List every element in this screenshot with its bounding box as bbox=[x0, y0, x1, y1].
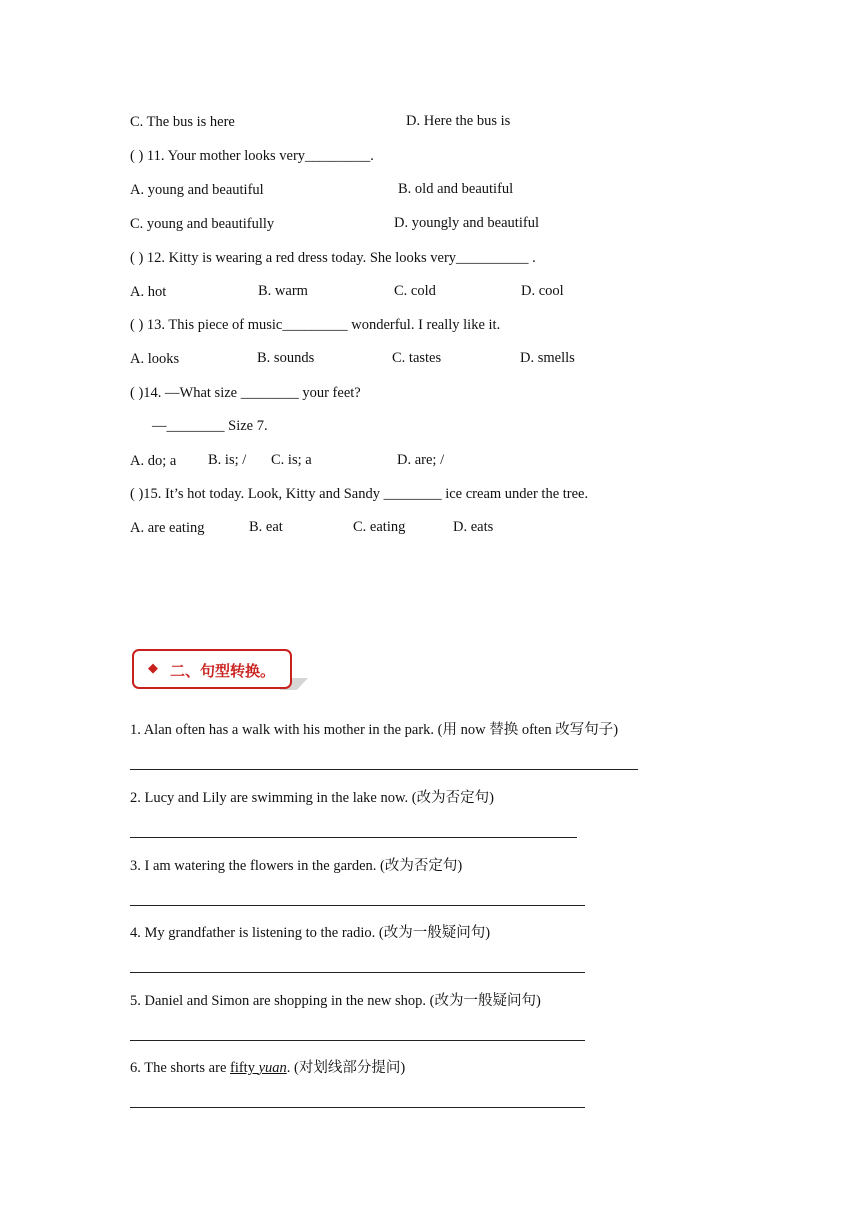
answer-line-2 bbox=[130, 837, 577, 838]
q15-stem: ( )15. It’s hot today. Look, Kitty and Sandy ________ ice cream under the tree. bbox=[130, 486, 589, 502]
q14-option-d: D. are; / bbox=[397, 452, 445, 468]
q14-option-b: B. is; / bbox=[208, 452, 247, 468]
transform-6-prefix: 6. The shorts are bbox=[130, 1060, 230, 1076]
underlined-amount: fifty bbox=[230, 1060, 259, 1076]
q12-option-c: C. cold bbox=[394, 283, 436, 299]
diamond-icon: ◆ bbox=[148, 661, 158, 676]
q11-option-d: D. youngly and beautiful bbox=[394, 215, 539, 231]
answer-line-5 bbox=[130, 1040, 585, 1041]
q13-option-c: C. tastes bbox=[392, 350, 442, 366]
answer-line-3 bbox=[130, 905, 585, 906]
q10-option-d: D. Here the bus is bbox=[406, 113, 511, 129]
transform-item-4: 4. My grandfather is listening to the radio. (改为一般疑问句) bbox=[130, 925, 491, 941]
q13-stem: ( ) 13. This piece of music_________ wonderful. I really like it. bbox=[130, 317, 501, 333]
q13-option-d: D. smells bbox=[520, 350, 575, 366]
q15-option-c: C. eating bbox=[353, 519, 406, 535]
q14-stem: ( )14. —What size ________ your feet? bbox=[130, 385, 361, 401]
transform-item-2: 2. Lucy and Lily are swimming in the lake now. (改为否定句) bbox=[130, 790, 494, 806]
answer-line-4 bbox=[130, 972, 585, 973]
section-title: 二、句型转换。 bbox=[170, 662, 276, 680]
q12-option-a: A. hot bbox=[130, 284, 167, 300]
transform-item-5: 5. Daniel and Simon are shopping in the new shop. (改为一般疑问句) bbox=[130, 993, 541, 1009]
q15-option-a: A. are eating bbox=[130, 520, 205, 536]
q11-option-b: B. old and beautiful bbox=[398, 181, 514, 197]
q13-option-b: B. sounds bbox=[257, 350, 315, 366]
section-header bbox=[132, 649, 292, 689]
q11-option-c: C. young and beautifully bbox=[130, 216, 275, 232]
transform-item-3: 3. I am watering the flowers in the garden. (改为否定句) bbox=[130, 858, 463, 874]
q14-option-a: A. do; a bbox=[130, 453, 177, 469]
transform-item-6 bbox=[130, 1059, 405, 1077]
q14-reply: —________ Size 7. bbox=[152, 418, 268, 434]
answer-line-6 bbox=[130, 1107, 585, 1108]
q15-option-d: D. eats bbox=[453, 519, 494, 535]
transform-6-suffix: . (对划线部分提问) bbox=[286, 1060, 406, 1076]
q15-option-b: B. eat bbox=[249, 519, 283, 535]
q13-option-a: A. looks bbox=[130, 351, 180, 367]
q12-option-b: B. warm bbox=[258, 283, 308, 299]
q11-option-a: A. young and beautiful bbox=[130, 182, 264, 198]
q14-option-c: C. is; a bbox=[271, 452, 312, 468]
q12-option-d: D. cool bbox=[521, 283, 564, 299]
transform-item-1: 1. Alan often has a walk with his mother in the park. (用 now 替换 often 改写句子) bbox=[130, 722, 619, 738]
answer-line-1 bbox=[130, 769, 638, 770]
underlined-unit: yuan bbox=[258, 1060, 287, 1076]
q12-stem: ( ) 12. Kitty is wearing a red dress today. She looks very__________ . bbox=[130, 250, 536, 266]
q10-option-c: C. The bus is here bbox=[130, 114, 235, 130]
q11-stem: ( ) 11. Your mother looks very_________. bbox=[130, 148, 374, 164]
